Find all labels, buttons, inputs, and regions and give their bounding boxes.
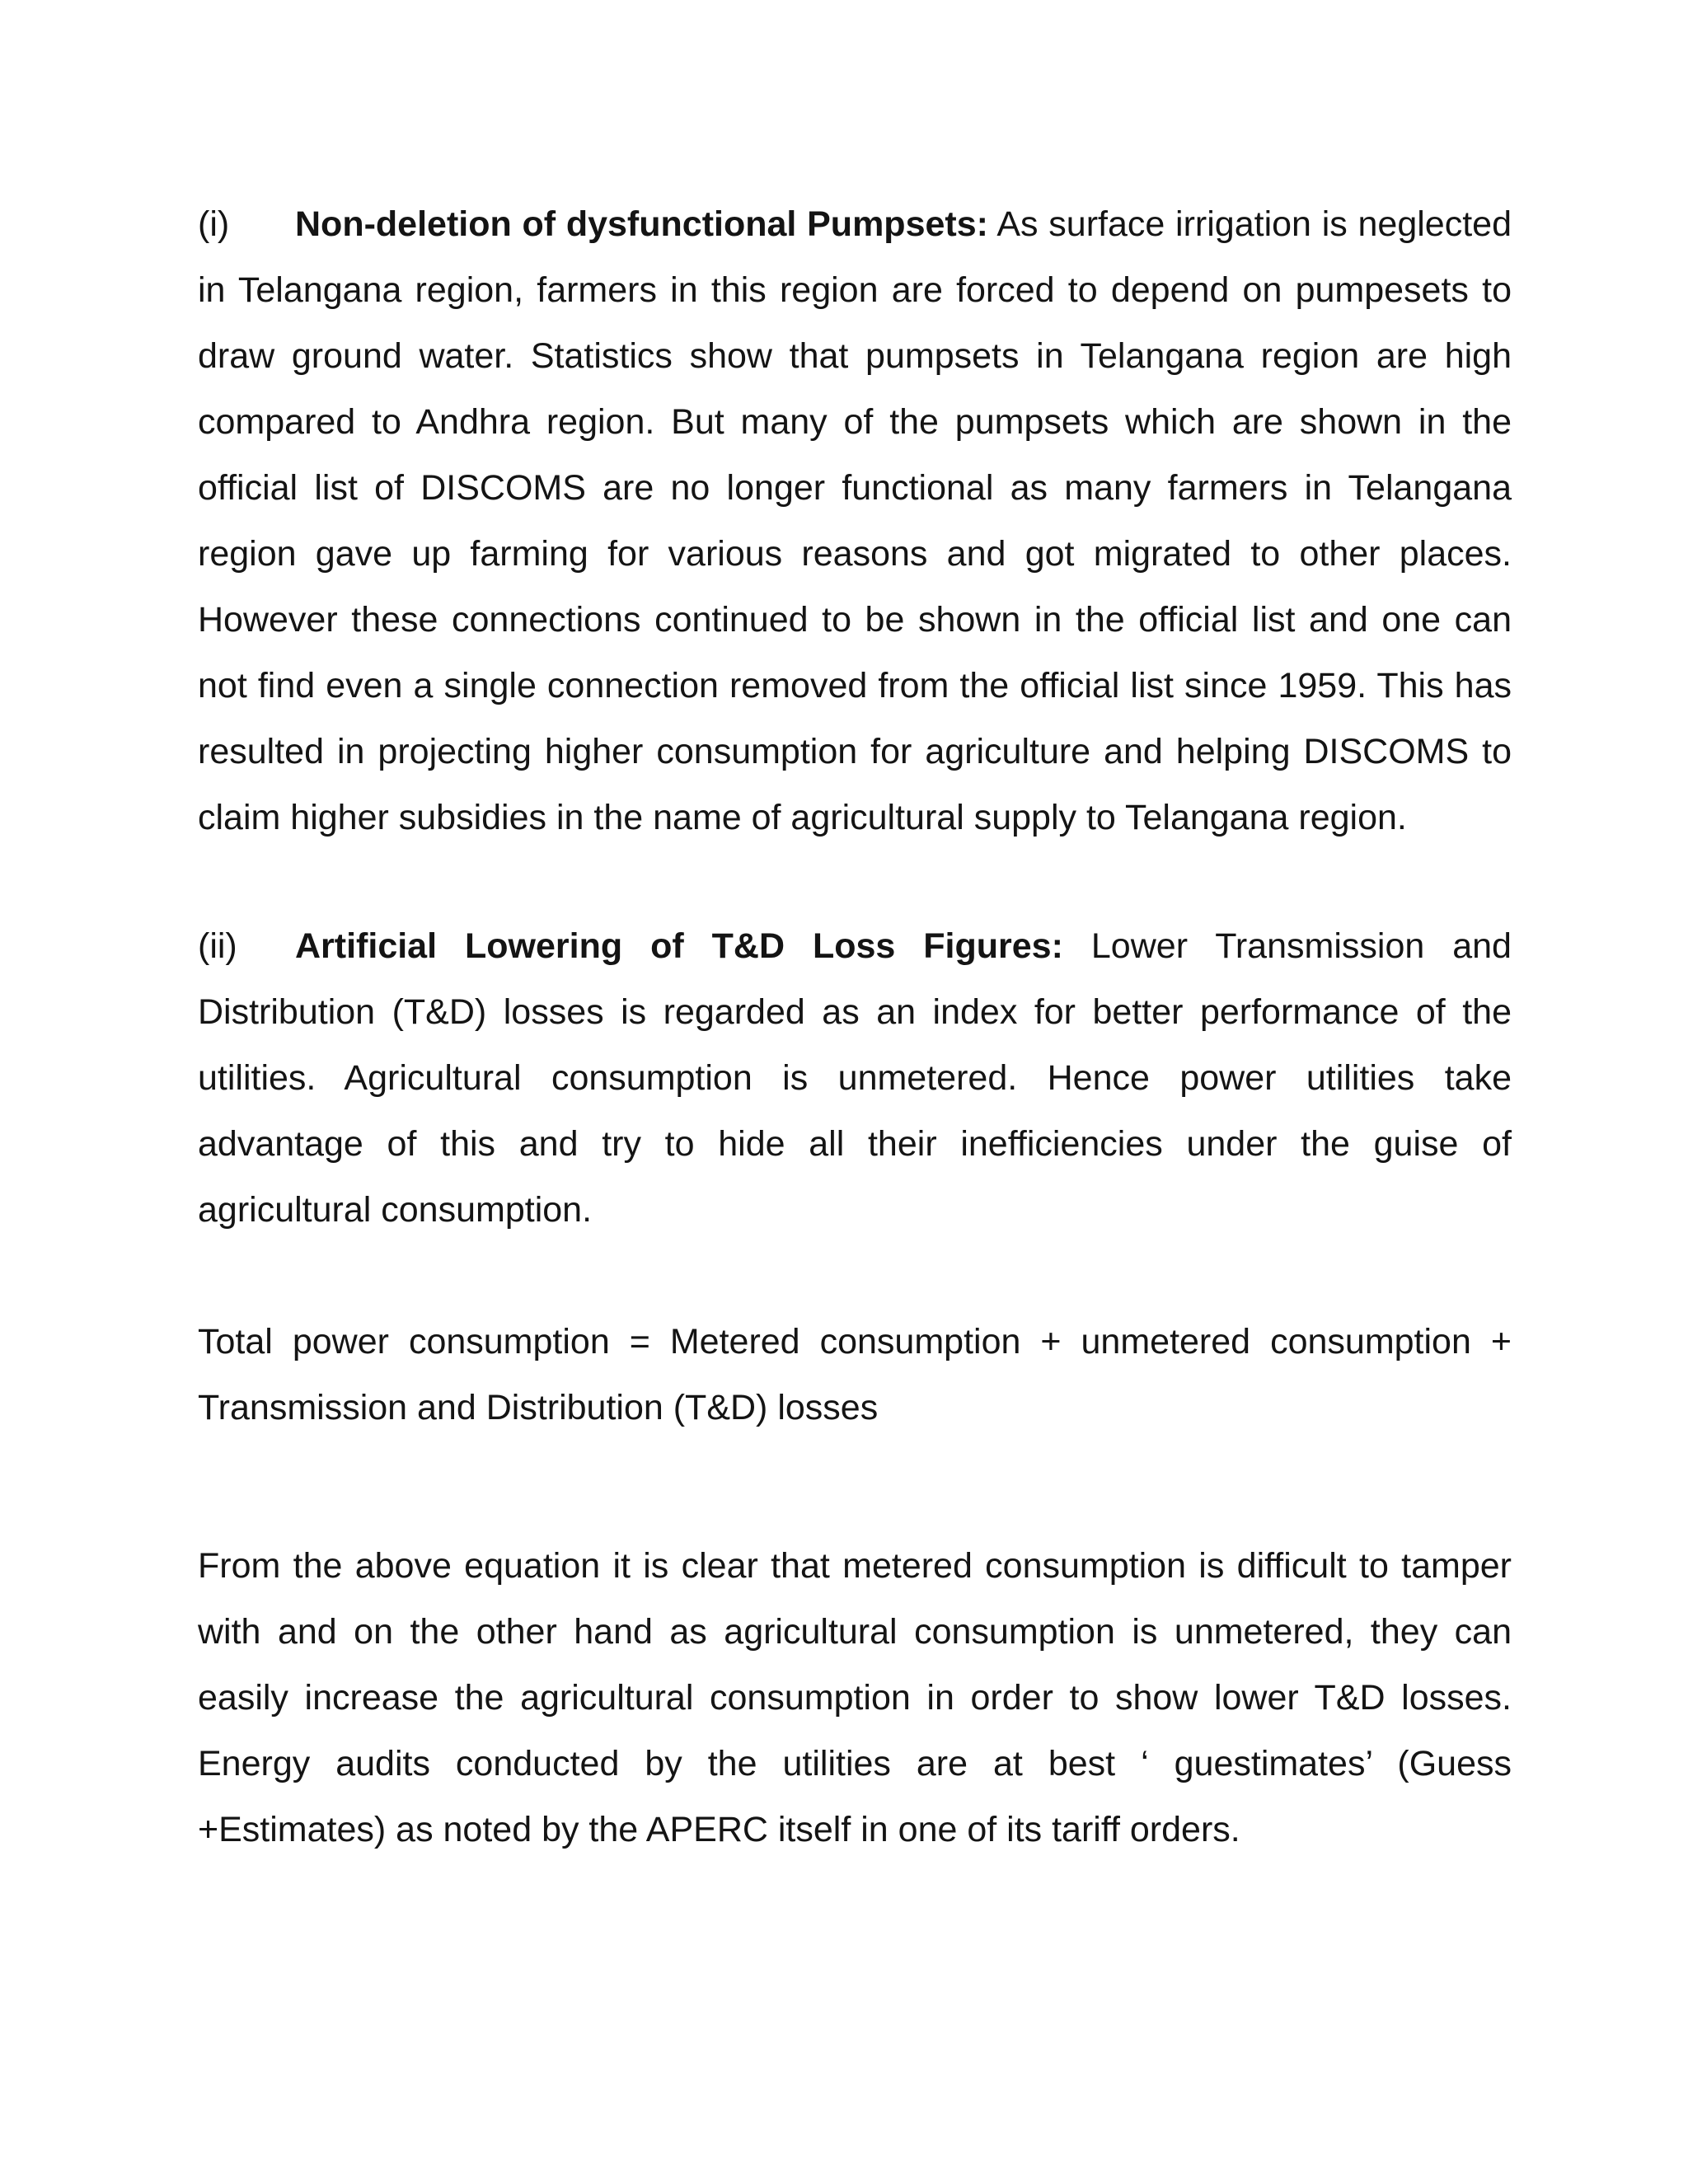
paragraph-td-loss-figures <box>198 913 1512 1243</box>
item-number: (i) <box>198 204 230 244</box>
equation-paragraph: Total power consumption = Metered consumption + unmetered consumption + Transmission and Distribution (T&D) losses <box>198 1322 1512 1427</box>
conclusion-paragraph: From the above equation it is clear that metered consumption is difficult to tamper with and on the other hand as agricultural consumption is unmetered, they can easily increase the agricultural consumption in order to show lower T&D losses. Energy audits conducted by the utilities are at best ‘ guestimates’ (Guess +Estimates) as noted by the APERC itself in one of its tariff orders. <box>198 1546 1512 1849</box>
document-page <box>198 191 1512 1863</box>
item-heading: Non-deletion of dysfunctional Pumpsets: <box>295 204 988 244</box>
item-heading: Artificial Lowering of T&D Loss Figures: <box>295 926 1063 966</box>
item-body: As surface irrigation is neglected in Telangana region, farmers in this region are forced to depend on pumpesets to draw ground water. Statistics show that pumpsets in Telangana region are high compared to Andhra region. But many of the pumpsets which are shown in the official list of DISCOMS are no longer functional as many farmers in Telangana region gave up farming for various reasons and got migrated to other places. However these connections continued to be shown in the official list and one can not find even a single connection removed from the official list since 1959. This has resulted in projecting higher consumption for agriculture and helping DISCOMS to claim higher subsidies in the name of agricultural supply to Telangana region. <box>198 204 1512 837</box>
paragraph-non-deletion-pumpsets <box>198 191 1512 851</box>
item-number: (ii) <box>198 926 237 966</box>
item-body: Lower Transmission and Distribution (T&D) losses is regarded as an index for better performance of the utilities. Agricultural consumption is unmetered. Hence power utilities take advantage of this and try to hide all their inefficiencies under the guise of agricultural consumption. <box>198 926 1512 1230</box>
